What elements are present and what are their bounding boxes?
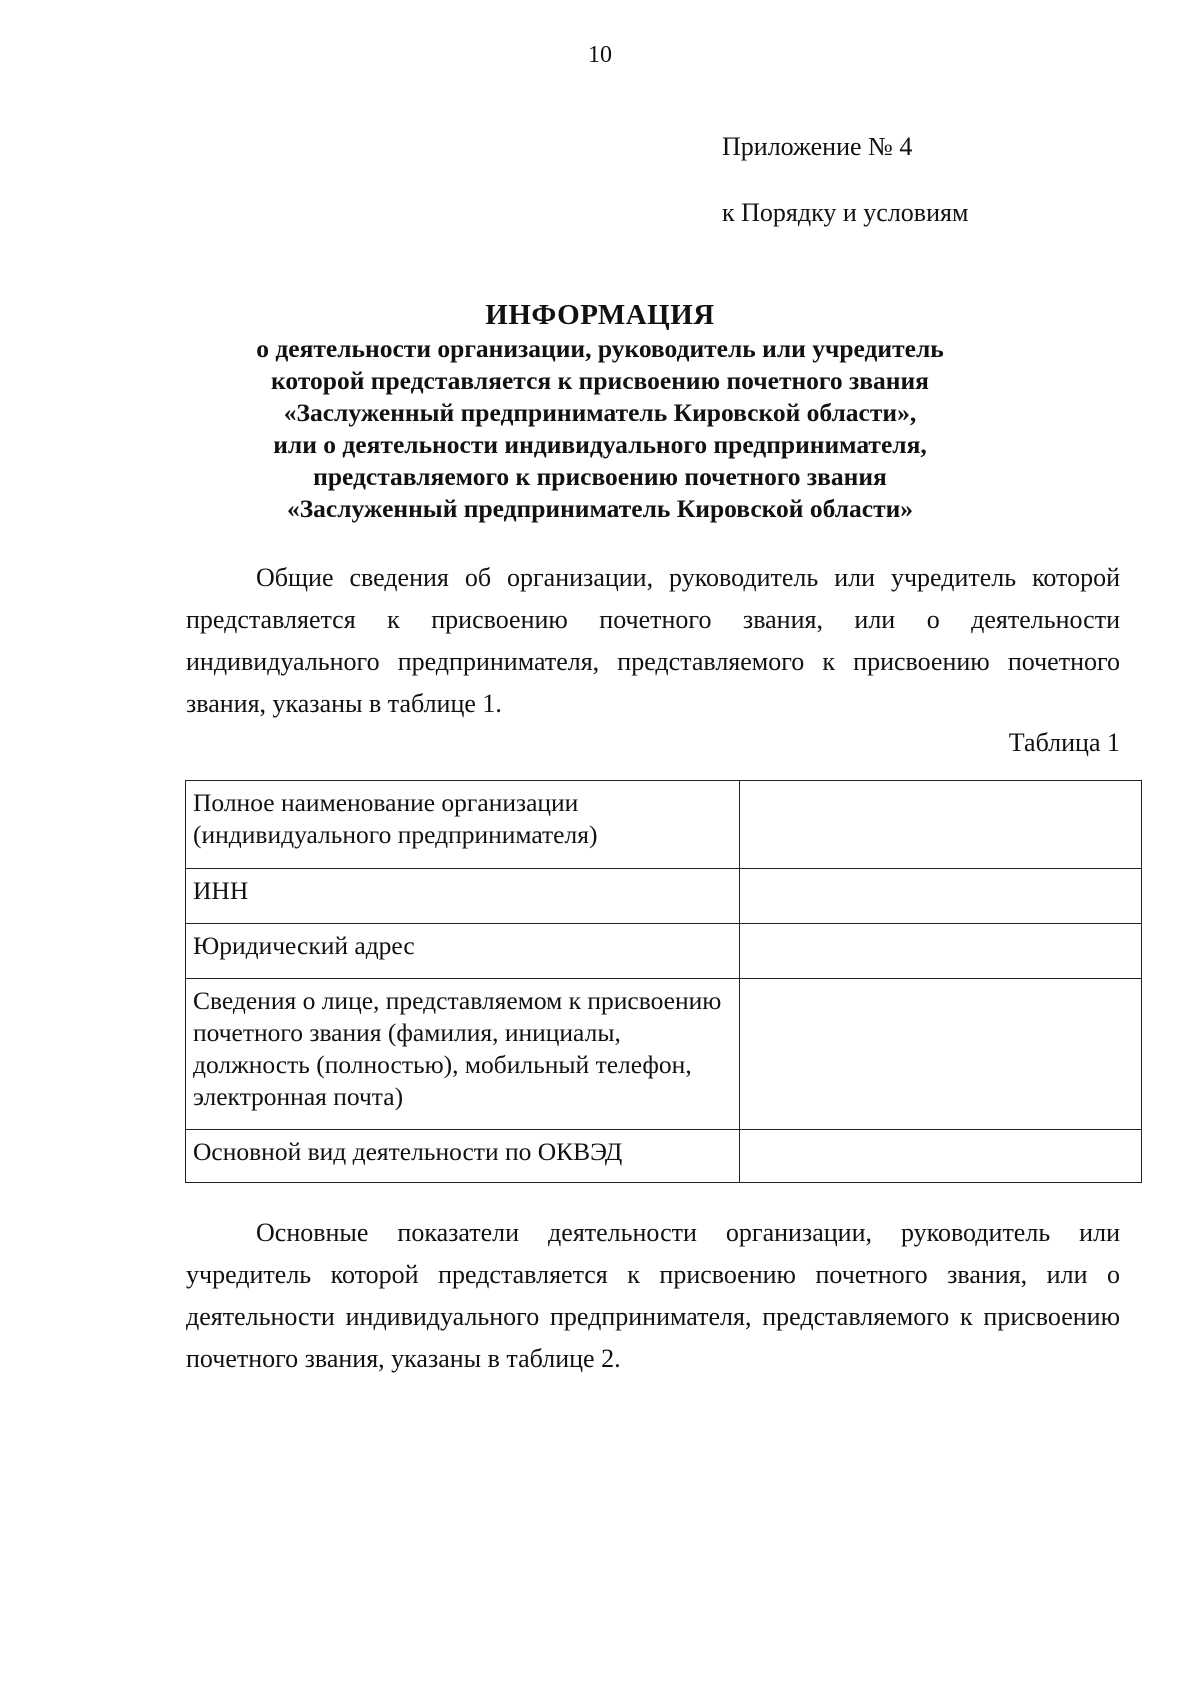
heading-line: «Заслуженный предприниматель Кировской области», xyxy=(283,398,917,427)
intro-paragraph-text: Общие сведения об организации, руководитель или учредитель которой представляется к присвоению почетного звания, или о деятельности индивидуального предпринимателя, представляемого к присвоению почетного звания, указаны в таблице 1. xyxy=(186,563,1120,718)
heading-line: которой представляется к присвоению почетного звания xyxy=(271,366,929,395)
row-value-full-name[interactable] xyxy=(740,781,1142,869)
row-label-legal-address: Юридический адрес xyxy=(186,924,740,979)
page-number: 10 xyxy=(588,42,612,68)
heading-line: представляемого к присвоению почетного звания xyxy=(313,462,887,491)
intro-paragraph xyxy=(186,557,1120,725)
row-label-nominee-info: Сведения о лице, представляемом к присвоению почетного звания (фамилия, инициалы, должность (полностью), мобильный телефон, электронная почта) xyxy=(186,979,740,1130)
row-value-legal-address[interactable] xyxy=(740,924,1142,979)
row-label-inn: ИНН xyxy=(186,869,740,924)
heading-line: или о деятельности индивидуального предпринимателя, xyxy=(273,430,927,459)
appendix-number: Приложение № 4 xyxy=(722,132,913,161)
table-row xyxy=(186,924,1142,979)
row-value-inn[interactable] xyxy=(740,869,1142,924)
appendix-reference: к Порядку и условиям xyxy=(722,198,969,227)
table-row xyxy=(186,1130,1142,1183)
row-label-okved: Основной вид деятельности по ОКВЭД xyxy=(186,1130,740,1183)
document-title: ИНФОРМАЦИЯ xyxy=(485,299,715,331)
row-value-okved[interactable] xyxy=(740,1130,1142,1183)
row-value-nominee-info[interactable] xyxy=(740,979,1142,1130)
indicators-paragraph-text: Основные показатели деятельности организации, руководитель или учредитель которой представляется к присвоению почетного звания, или о деятельности индивидуального предпринимателя, представляемого к присвоению почетного звания, указаны в таблице 2. xyxy=(186,1218,1120,1373)
heading-line: о деятельности организации, руководитель или учредитель xyxy=(256,334,944,363)
row-label-full-name: Полное наименование организации (индивидуального предпринимателя) xyxy=(186,781,740,869)
indicators-paragraph xyxy=(186,1212,1120,1380)
info-table xyxy=(185,780,1142,1183)
table-caption: Таблица 1 xyxy=(1008,728,1120,757)
heading-line: «Заслуженный предприниматель Кировской области» xyxy=(286,494,914,523)
table-row xyxy=(186,869,1142,924)
document-heading xyxy=(180,297,1020,525)
table-row xyxy=(186,979,1142,1130)
table-row xyxy=(186,781,1142,869)
